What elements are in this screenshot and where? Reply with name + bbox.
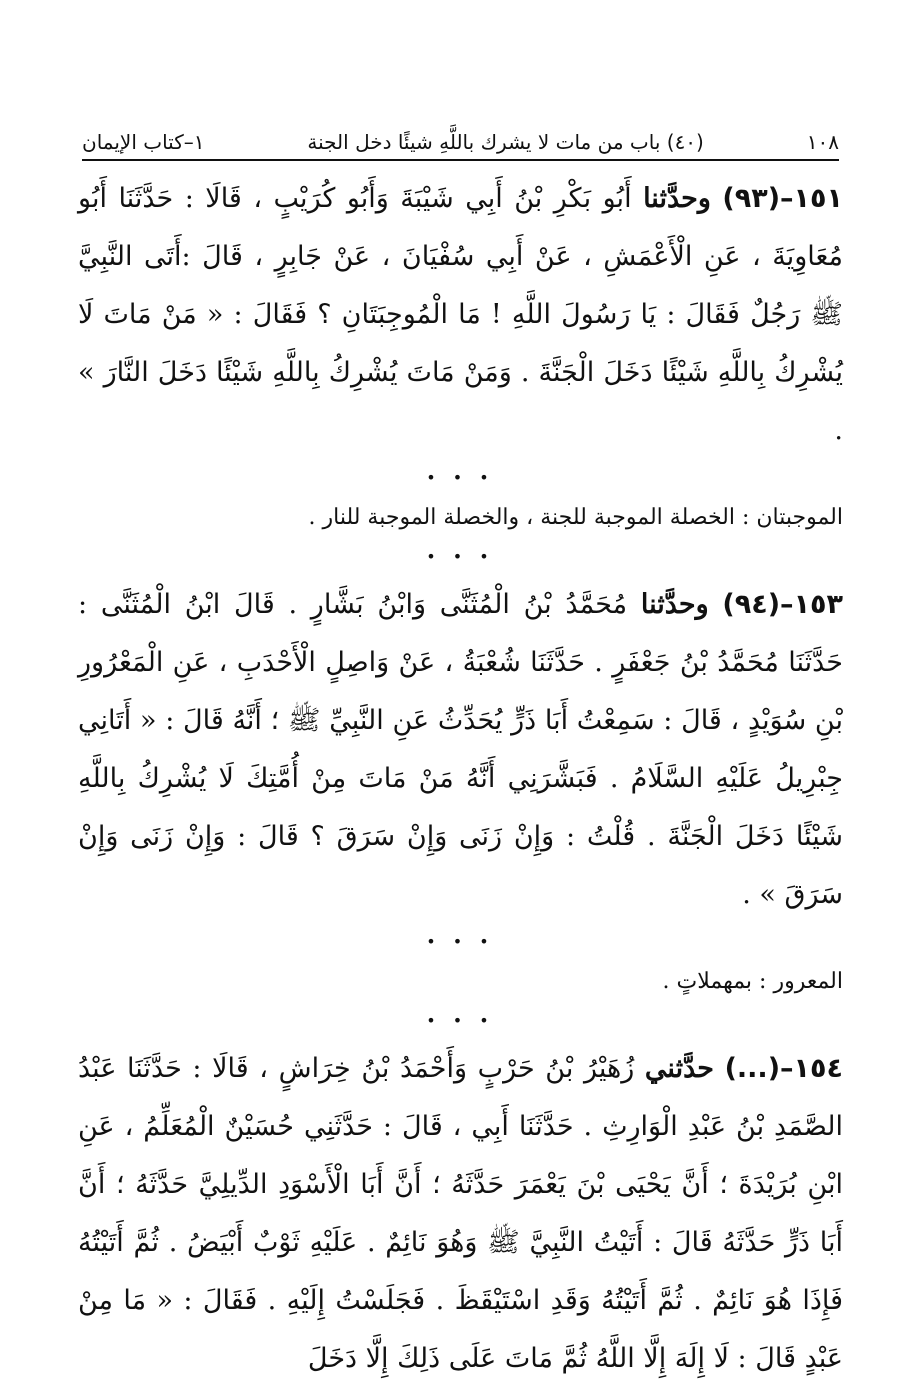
hadith-number: ١٥٣–(٩٤) [722, 589, 844, 620]
chapter-title: (٤٠) باب من مات لا يشرك باللَّهِ شيئًا دخل الجنة [307, 130, 704, 154]
footnote-marur: المعرور : بمهملاتٍ . [662, 969, 843, 994]
running-header [82, 125, 839, 161]
footnote-mujibatan: الموجبتان : الخصلة الموجبة للجنة ، والخصلة الموجبة للنار . [308, 505, 843, 530]
narration-opening: وحدَّثنا [643, 183, 711, 214]
hadith-text: زُهَيْرُ بْنُ حَرْبٍ وَأَحْمَدُ بْنُ خِرَاشٍ ، قَالَا : حَدَّثَنَا عَبْدُ الصَّمَدِ بْنُ عَبْدِ الْوَارِثِ . حَدَّثَنَا أَبِي ، قَالَ : حَدَّثَنِي حُسَيْنٌ الْمُعَلِّمُ ، عَنِ ابْنِ بُرَيْدَةَ ؛ أَنَّ يَحْيَى بْنَ يَعْمَرَ حَدَّثَهُ ؛ أَنَّ أَبَا الْأَسْوَدِ الدِّيلِيَّ حَدَّثَهُ ؛ أَنَّ أَبَا ذَرٍّ حَدَّثَهُ قَالَ : أَتَيْتُ النَّبِيَّ ﷺ وَهُوَ نَائِمٌ . عَلَيْهِ ثَوْبٌ أَبْيَضُ . ثُمَّ أَتَيْتُهُ فَإِذَا هُوَ نَائِمٌ . ثُمَّ أَتَيْتُهُ وَقَدِ اسْتَيْقَظَ . فَجَلَسْتُ إِلَيْهِ . فَقَالَ : « مَا مِنْ عَبْدٍ قَالَ : لَا إِلَهَ إِلَّا اللَّهُ ثُمَّ مَاتَ عَلَى ذَلِكَ إِلَّا دَخَلَ [78, 1053, 843, 1374]
section-separator: • • • [426, 932, 495, 951]
hadith-number: ١٥١–(٩٣) [722, 183, 843, 214]
section-separator: • • • [426, 1011, 495, 1030]
hadith-153 [78, 576, 843, 924]
book-title: ١–كتاب الإيمان [82, 130, 205, 154]
hadith-text: مُحَمَّدُ بْنُ الْمُثَنَّى وَابْنُ بَشَّارٍ . قَالَ ابْنُ الْمُثَنَّى : حَدَّثَنَا مُحَمَّدُ بْنُ جَعْفَرٍ . حَدَّثَنَا شُعْبَةُ ، عَنْ وَاصِلٍ الْأَحْدَبِ ، عَنِ الْمَعْرُورِ بْنِ سُوَيْدٍ ، قَالَ : سَمِعْتُ أَبَا ذَرٍّ يُحَدِّثُ عَنِ النَّبِيِّ ﷺ ؛ أَنَّهُ قَالَ : « أَتَانِي جِبْرِيلُ عَلَيْهِ السَّلَامُ . فَبَشَّرَنِي أَنَّهُ مَنْ مَاتَ مِنْ أُمَّتِكَ لَا يُشْرِكُ بِاللَّهِ شَيْئًا دَخَلَ الْجَنَّةَ . قُلْتُ : وَإِنْ زَنَى وَإِنْ سَرَقَ ؟ قَالَ : وَإِنْ زَنَى وَإِنْ سَرَقَ » . [78, 589, 843, 910]
hadith-154 [78, 1040, 843, 1388]
hadith-151 [78, 170, 843, 460]
page-content [78, 170, 843, 1388]
section-separator: • • • [426, 547, 495, 566]
narration-opening: حدَّثني [644, 1053, 714, 1084]
hadith-text: أَبُو بَكْرِ بْنُ أَبِي شَيْبَةَ وَأَبُو كُرَيْبٍ ، قَالَا : حَدَّثَنَا أَبُو مُعَاوِيَةَ ، عَنِ الْأَعْمَشِ ، عَنْ أَبِي سُفْيَانَ ، عَنْ جَابِرٍ ، قَالَ :أَتَى النَّبِيَّ ﷺ رَجُلٌ فَقَالَ : يَا رَسُولَ اللَّهِ ! مَا الْمُوجِبَتَانِ ؟ فَقَالَ : « مَنْ مَاتَ لَا يُشْرِكُ بِاللَّهِ شَيْئًا دَخَلَ الْجَنَّةَ . وَمَنْ مَاتَ يُشْرِكُ بِاللَّهِ شَيْئًا دَخَلَ النَّارَ » . [78, 183, 843, 446]
narration-opening: وحدَّثنا [640, 589, 709, 620]
hadith-number: ١٥٤–(...) [724, 1053, 843, 1084]
section-separator: • • • [426, 468, 495, 487]
page-number: ١٠٨ [806, 130, 839, 154]
